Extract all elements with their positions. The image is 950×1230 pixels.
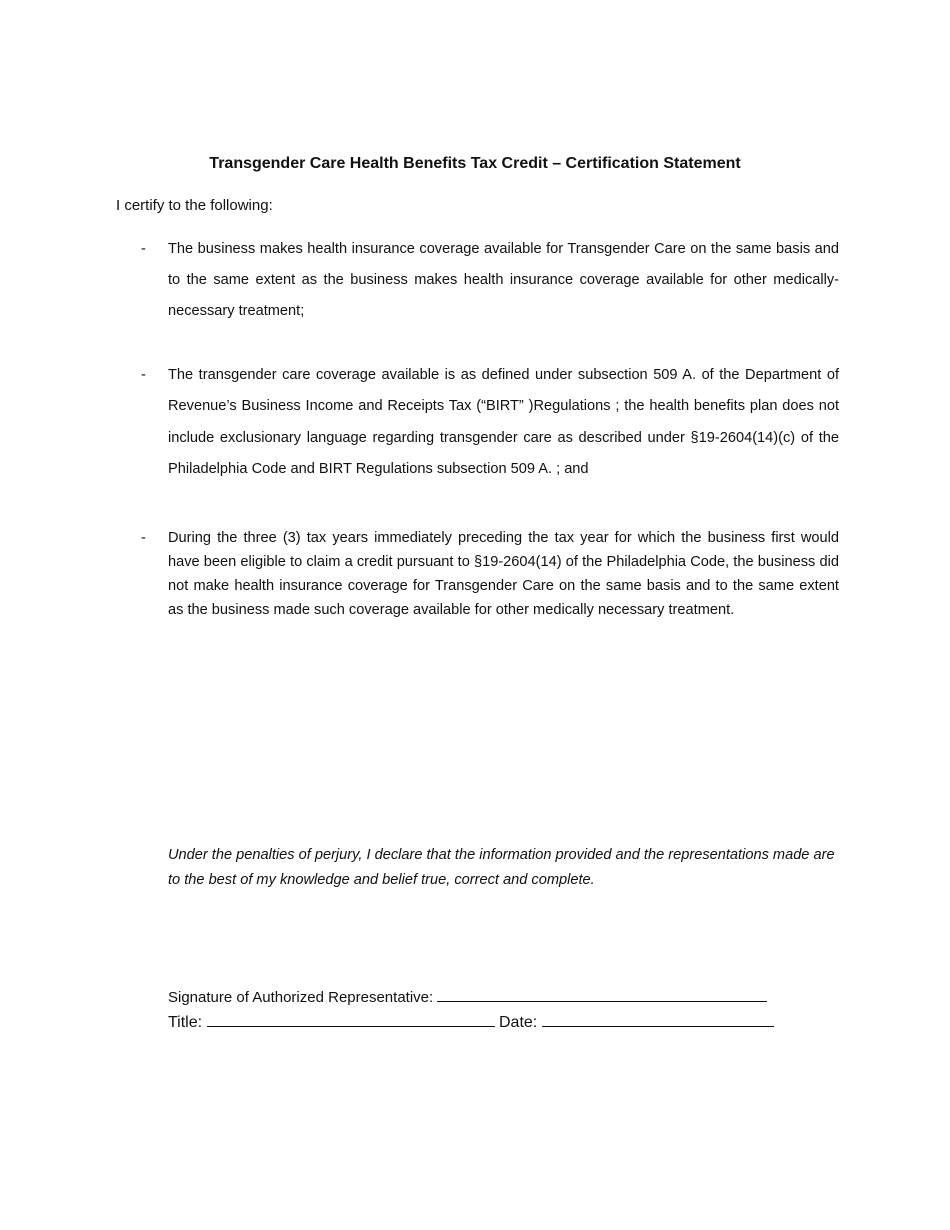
bullet-marker: - xyxy=(141,241,146,257)
signature-row xyxy=(168,987,767,1006)
perjury-declaration: Under the penalties of perjury, I declare that the information provided and the representations made are to the best of my knowledge and belief true, correct and complete. xyxy=(168,847,835,888)
date-field[interactable] xyxy=(542,1012,774,1027)
bullet-marker: - xyxy=(141,530,146,546)
page-title: Transgender Care Health Benefits Tax Credit – Certification Statement xyxy=(209,155,741,172)
date-label: Date: xyxy=(498,1014,538,1031)
title-date-row xyxy=(168,1012,774,1032)
list-item xyxy=(141,526,839,622)
bullet-text: The business makes health insurance coverage available for Transgender Care on the same basis and to the same extent as the business makes health insurance coverage available for other medically-necessary treatment; xyxy=(168,241,839,319)
bullet-text: During the three (3) tax years immediately preceding the tax year for which the business first would have been eligible to claim a credit pursuant to §19-2604(14) of the Philadelphia Code, the business did not make health insurance coverage for Transgender Care on the same basis and to the same extent as the business made such coverage available for other medically necessary treatment. xyxy=(168,530,839,618)
title-label: Title: xyxy=(168,1014,203,1031)
list-item xyxy=(141,234,839,327)
signature-field[interactable] xyxy=(437,987,767,1002)
signature-label: Signature of Authorized Representative: xyxy=(168,989,434,1006)
bullet-marker: - xyxy=(141,367,146,383)
title-field[interactable] xyxy=(207,1012,495,1027)
bullet-text: The transgender care coverage available is as defined under subsection 509 A. of the Department of Revenue’s Business Income and Receipts Tax (“BIRT” )Regulations ; the health benefits plan does not include exclusionary language regarding transgender care as described under §19-2604(14)(c) of the Philadelphia Code and BIRT Regulations subsection 509 A. ; and xyxy=(168,367,839,477)
list-item xyxy=(141,360,839,485)
intro-text: I certify to the following: xyxy=(116,197,273,214)
